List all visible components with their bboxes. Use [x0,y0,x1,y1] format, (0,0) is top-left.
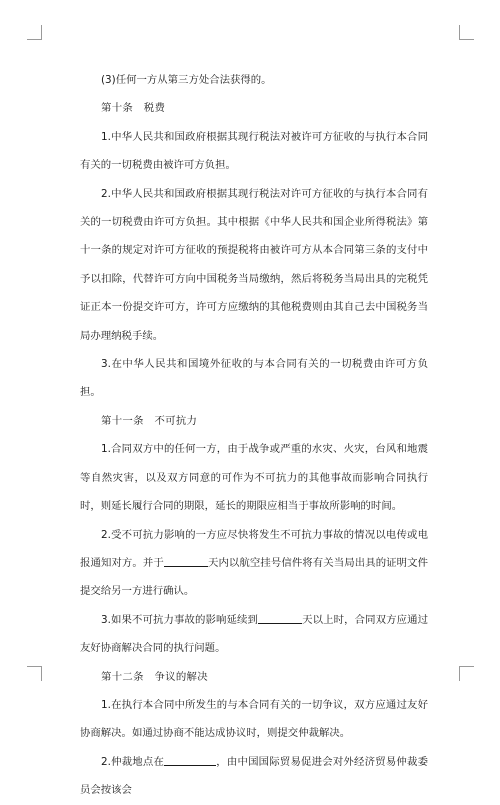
clause-text: 天以上时，合同双方应通过友好协商解决合同的执行问题。 [80,613,429,655]
article-11-clause-2 [80,521,428,606]
article-10-clause-3: 3.在中华人民共和国境外征收的与本合同有关的一切税费由许可方负担。 [80,358,428,399]
fill-in-blank-days[interactable] [164,555,208,567]
article-10-clause-1: 1.中华人民共和国政府根据其现行税法对被许可方征收的与执行本合同有关的一切税费由被许可方负担。 [80,130,428,172]
article-12-heading: 第十二条 争议的解决 [101,670,208,683]
article-12-clause-1: 1.在执行本合同中所发生的与本合同有关的一切争议，双方应通过友好协商解决。如通过协商不能达成协议时，则提交仲裁解决。 [80,698,428,740]
article-10-clause-2: 2.中华人民共和国政府根据其现行税法对许可方征收的与执行本合同有关的一切税费由许可方负担。其中根据《中华人民共和国企业所得税法》第十一条的规定对许可方征收的预提税将由被许可方从本合同第三条的支付中予以扣除，代替许可方向中国税务当局缴纳，然后将税务当局出具的完税凭证正本一份提交许可方，许可方应缴纳的其他税费则由其自己去中国税务当局办理纳税手续。 [80,187,428,342]
article-11-clause-1: 1.合同双方中的任何一方，由于战争或严重的水灾、火灾，台风和地震等自然灾害，以及双方同意的可作为不可抗力的其他事故而影响合同执行时，则延长履行合同的期限，延长的期限应相当于事故所影响的时间。 [80,443,428,513]
clause-text: 2.仲裁地点在 [101,755,165,768]
article-11-heading: 第十一条 不可抗力 [101,414,198,427]
clause-text: 2.受不可抗力影响的一方应尽快将发生不可抗力事故的情况以电传或电报通知对方。并于 [80,528,428,569]
article-10-heading: 第十条 税费 [101,102,166,115]
article-12-clause-2 [80,748,428,805]
crop-mark-bottom-left [27,666,42,681]
crop-mark-top-left [27,25,42,40]
document-body [80,66,428,805]
clause-text: 3.如果不可抗力事故的影响延续到 [101,613,259,626]
article-11-clause-3 [80,606,428,663]
crop-mark-bottom-right [459,666,474,681]
fill-in-blank-location[interactable] [164,754,216,766]
fill-in-blank-duration[interactable] [258,612,302,624]
clause-text: ，由中国国际贸易促进会对外经济贸易仲裁委员会按该会 [80,755,428,797]
clause-text: 天内以航空挂号信件将有关当局出具的证明文件提交给另一方进行确认。 [80,556,429,598]
clause-item-3: (3)任何一方从第三方处合法获得的。 [101,74,272,86]
crop-mark-top-right [459,25,474,40]
